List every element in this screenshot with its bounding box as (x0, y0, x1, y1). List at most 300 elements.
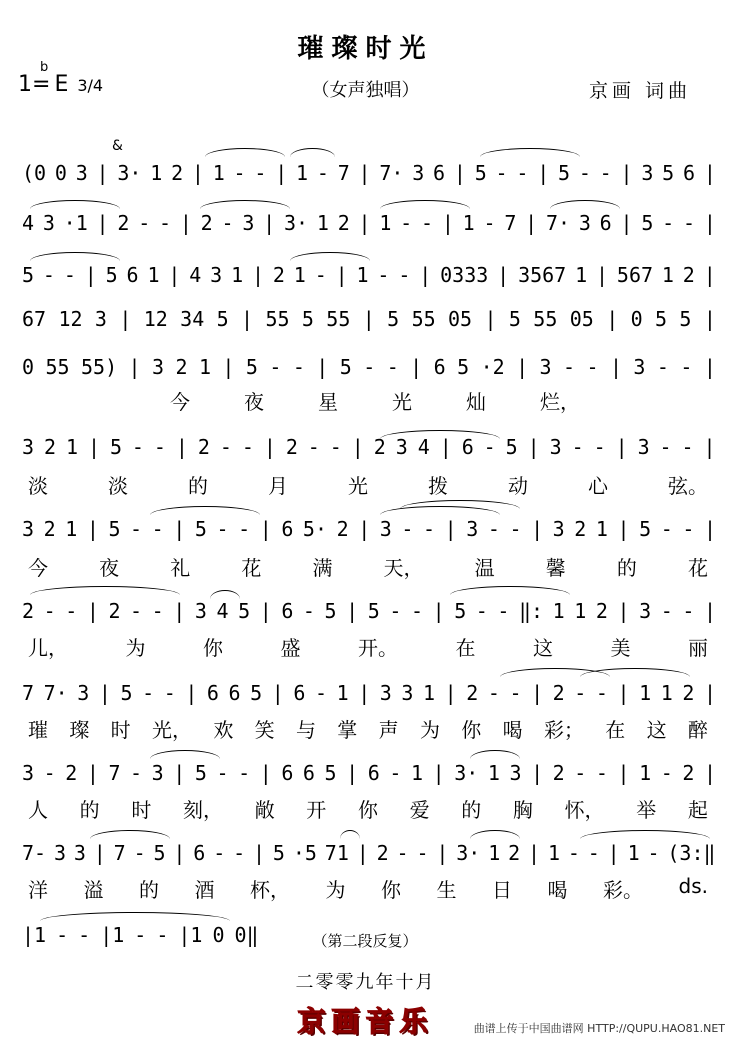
barline: | (703, 517, 716, 541)
note: - (401, 517, 414, 541)
lyric-word: 礼 (170, 556, 191, 580)
note: 1 (639, 681, 652, 705)
note: - (578, 161, 591, 185)
note: 2 (197, 435, 210, 459)
barline: | (432, 761, 445, 785)
lyric-word: 天， (383, 556, 424, 580)
lyric-word: 的 (79, 798, 100, 822)
slur-arc (380, 430, 500, 439)
barline: | (528, 841, 541, 865)
lyric-word: 盛 (280, 636, 301, 660)
lyric-line (28, 632, 708, 661)
lyric-word: 温 (474, 556, 495, 580)
note: 5 (474, 161, 487, 185)
barline: | (531, 681, 544, 705)
note: 1 (595, 517, 608, 541)
barline: | (527, 435, 540, 459)
note: ·5 (292, 841, 317, 865)
barline: | (316, 355, 329, 379)
note: 6 (206, 681, 219, 705)
note: - (216, 761, 229, 785)
note: - (316, 161, 329, 185)
lyric-word: 彩； (543, 718, 584, 742)
lyric-word: 胸 (512, 798, 533, 822)
lyric-word: 今 (28, 556, 48, 580)
lyric-word: 为 (325, 878, 346, 902)
barline: | (596, 263, 609, 287)
note: 3· (283, 211, 309, 235)
note: 0 (22, 355, 35, 379)
note: 1 (356, 263, 369, 287)
barline: | (86, 761, 99, 785)
note: 5 (301, 307, 314, 331)
slur-arc (550, 200, 620, 209)
note: 2 (65, 761, 78, 785)
note: - (134, 923, 147, 947)
note: - (363, 355, 376, 379)
note: 6 (461, 435, 474, 459)
note: 71 (324, 841, 349, 865)
note: - (238, 761, 251, 785)
score-subtitle: （女声独唱） (311, 80, 420, 101)
note: - (130, 761, 143, 785)
lyric-word: 与 (295, 718, 316, 742)
lyric-word: 满 (312, 556, 333, 580)
note: - (389, 761, 402, 785)
lyric-word: 烂， (540, 390, 580, 414)
lyric-word: 你 (357, 798, 378, 822)
note: 1 (552, 599, 565, 623)
lyric-word: 喝 (502, 718, 523, 742)
note: ·2 (480, 355, 505, 379)
note: 6 (281, 761, 294, 785)
note: 2 (285, 435, 298, 459)
lyric-word: 心 (588, 474, 608, 498)
barline: | (703, 161, 716, 185)
lyric-word: 怀， (564, 798, 605, 822)
barline: | (703, 211, 716, 235)
barline: | (615, 435, 628, 459)
note: 5 (216, 307, 229, 331)
note: - (660, 517, 673, 541)
time-signature: 3/4 (77, 76, 104, 95)
note: 5 (387, 307, 400, 331)
barline: | (703, 307, 716, 331)
lyric-word: 星 (318, 390, 338, 414)
note: 2 (108, 599, 121, 623)
segno-mark: & (112, 138, 123, 154)
note: 05 (569, 307, 594, 331)
note: - (681, 435, 694, 459)
note: - (516, 161, 529, 185)
note: - (483, 435, 496, 459)
note: 3· (117, 161, 142, 185)
barline: | (251, 263, 265, 287)
barline: | (86, 599, 99, 623)
barline: | (609, 355, 622, 379)
note: 2 (508, 841, 521, 865)
note: - (151, 517, 164, 541)
barline: | (436, 841, 449, 865)
note: 567 (616, 263, 654, 287)
note: - (153, 435, 166, 459)
note: - (329, 435, 342, 459)
slur-arc (205, 148, 285, 157)
note: 1 (212, 161, 225, 185)
note: 5 (22, 263, 35, 287)
note: 2 (117, 211, 130, 235)
note: - (483, 211, 496, 235)
note: - (216, 517, 229, 541)
slur-arc (380, 200, 470, 209)
note: 5 (120, 681, 133, 705)
lyric-word: 举 (636, 798, 657, 822)
lyric-word: 馨 (545, 556, 566, 580)
barline: | (259, 517, 272, 541)
note: 6 (281, 517, 294, 541)
lyric-word: 时 (131, 798, 152, 822)
note: 1 (423, 681, 436, 705)
note: 5 (324, 761, 337, 785)
lyric-word: 的 (616, 556, 637, 580)
note: 2 (337, 211, 350, 235)
note: 2 (175, 355, 188, 379)
note: 12 (143, 307, 168, 331)
barline: | (335, 263, 348, 287)
slur-arc (150, 506, 260, 515)
barline: | (607, 841, 620, 865)
barline: | (444, 517, 457, 541)
barline: | (87, 435, 100, 459)
lyric-word: 光 (392, 390, 412, 414)
staff-line (22, 516, 716, 542)
note: 1 (661, 263, 674, 287)
note: 3 (152, 355, 165, 379)
lyric-word: 在 (455, 636, 476, 660)
barline: | (259, 599, 272, 623)
note: 3 (633, 355, 646, 379)
site-watermark: 曲谱上传于中国曲谱网 HTTP://QUPU.HAO81.NET (473, 1022, 725, 1035)
lyric-line (28, 874, 708, 903)
lyric-word: 月 (268, 474, 288, 498)
barline: | (444, 681, 457, 705)
note: 3 (578, 211, 591, 235)
note: 3 (210, 263, 223, 287)
note: 7 (22, 681, 35, 705)
note: - (487, 681, 500, 705)
note: 2 (272, 263, 285, 287)
slur-arc (200, 200, 290, 209)
note: 6 (228, 681, 241, 705)
staff-line (22, 210, 716, 236)
barline: | (263, 211, 276, 235)
barline: | (358, 681, 371, 705)
barline: | (358, 211, 371, 235)
note: - (302, 599, 315, 623)
lyric-word: 开。 (358, 636, 398, 660)
slur-arc (30, 252, 120, 261)
lyric-word: 的 (139, 878, 159, 902)
note: 6 (302, 761, 315, 785)
note: - (398, 263, 411, 287)
lyric-word: 今 (170, 390, 190, 414)
note: 5 (558, 161, 571, 185)
note: 1 (316, 211, 329, 235)
note: - (586, 355, 599, 379)
note: - (574, 761, 587, 785)
note: 55 (326, 307, 351, 331)
note: 0 (212, 923, 225, 947)
note: - (213, 841, 226, 865)
slur-arc (580, 668, 690, 677)
note: - (396, 841, 409, 865)
note: - (599, 161, 612, 185)
note: 6 (682, 161, 696, 185)
note: 6 (193, 841, 206, 865)
note: ·1 (63, 211, 88, 235)
note: - (656, 355, 669, 379)
note: 3 (552, 517, 565, 541)
note: 5 (505, 435, 518, 459)
note: 3 (75, 161, 88, 185)
note: 55 (265, 307, 290, 331)
note: - (595, 761, 608, 785)
lyric-word: 璨 (69, 718, 90, 742)
note: - (416, 841, 429, 865)
note: - (487, 517, 500, 541)
lyric-word: 儿， (28, 636, 68, 660)
barline: | (620, 161, 633, 185)
barline: | (441, 211, 454, 235)
barline: | (497, 263, 510, 287)
lyric-word: 刻， (182, 798, 223, 822)
note: 2 (171, 161, 184, 185)
note: 2 (682, 681, 695, 705)
note: - (254, 161, 267, 185)
barline: | (253, 841, 266, 865)
note: - (78, 923, 91, 947)
footer-date: 二零零九年十月 (295, 972, 436, 993)
slur-arc (480, 148, 580, 157)
barline: | (263, 435, 276, 459)
note: 5 (109, 435, 122, 459)
note: - (386, 355, 399, 379)
note: 5 (105, 263, 118, 287)
lyric-word: 拨 (428, 474, 448, 498)
note: 5 (250, 681, 263, 705)
staff-line (22, 262, 716, 288)
note: 0 (630, 307, 643, 331)
note: 2 (574, 517, 587, 541)
note: 1 (574, 599, 587, 623)
note: - (593, 435, 606, 459)
note: - (377, 263, 390, 287)
barline: 0‖ (234, 923, 259, 947)
note: 5 (679, 307, 692, 331)
barline: | (617, 599, 630, 623)
note: 2 (682, 761, 695, 785)
barline: | (356, 841, 369, 865)
note: 3 (509, 761, 522, 785)
note: 2 (336, 517, 349, 541)
slur-arc (30, 586, 180, 595)
barline: | (617, 681, 630, 705)
note: - (307, 435, 320, 459)
note: 5 (238, 599, 251, 623)
lyric-word: 酒 (194, 878, 215, 902)
note: 1 (627, 841, 640, 865)
lyric-word: 开 (306, 798, 327, 822)
note: 3 (73, 841, 86, 865)
note: - (574, 681, 587, 705)
note: 3 (401, 681, 414, 705)
note: 5 (639, 517, 652, 541)
note: 5 (194, 761, 207, 785)
note: 1 (487, 761, 500, 785)
note: 6 (433, 161, 446, 185)
note: - (151, 599, 164, 623)
note: 5 (194, 517, 207, 541)
lyric-word: 喝 (547, 878, 568, 902)
note: 7 (337, 161, 350, 185)
barline: | (346, 761, 359, 785)
note: - (42, 263, 55, 287)
note: - (647, 841, 660, 865)
note: 55 (411, 307, 436, 331)
note: - (410, 599, 424, 623)
slur-arc (40, 912, 230, 921)
note: 1 (147, 263, 160, 287)
lyric-word: 溢 (83, 878, 104, 902)
lyric-word: 这 (533, 636, 553, 660)
note: 6 (293, 681, 306, 705)
lyric-line (28, 552, 708, 581)
brand-logo: 京画音乐 (297, 1005, 434, 1038)
note: 2 (376, 841, 389, 865)
note: - (571, 435, 584, 459)
staff-line (22, 598, 716, 624)
note: - (138, 211, 151, 235)
barline: |1 (100, 923, 125, 947)
note: - (269, 355, 282, 379)
note: - (43, 761, 56, 785)
barline: | (606, 307, 619, 331)
note: 5 (153, 841, 166, 865)
note: - (567, 841, 580, 865)
barline: | (179, 211, 192, 235)
note: 4 (22, 211, 35, 235)
lyric-word: 夜 (99, 556, 120, 580)
note: 2 (43, 435, 57, 459)
lyric-word: 掌 (337, 718, 358, 742)
note: 2 (373, 435, 386, 459)
note: - (680, 355, 693, 379)
barline: | (271, 681, 284, 705)
barline: | (358, 517, 371, 541)
note: 3 (242, 211, 255, 235)
barline: | (98, 681, 111, 705)
lyric-word: 的 (461, 798, 482, 822)
slur-arc (470, 830, 520, 839)
author-credit: 京画 词曲 (588, 80, 691, 102)
lyric-word: 醉 (687, 718, 708, 742)
note: 3 (77, 681, 90, 705)
lyric-word: 淡 (108, 474, 128, 498)
barline: | (222, 355, 235, 379)
lyric-word: 你 (381, 878, 401, 902)
barline: | (173, 599, 186, 623)
lyric-word: 你 (461, 718, 482, 742)
barline: | (703, 761, 716, 785)
note: 3 (466, 517, 479, 541)
barline: | (703, 435, 716, 459)
note: - (660, 761, 673, 785)
note: - (43, 599, 56, 623)
note: 2 (466, 681, 479, 705)
note: 1 (639, 761, 652, 785)
note: - (682, 599, 695, 623)
note: 3 (412, 161, 425, 185)
note: 0 (54, 161, 67, 185)
note: 7 (108, 761, 121, 785)
lyric-word: 璀 (28, 718, 48, 742)
note: - (595, 681, 608, 705)
slur-arc (290, 252, 370, 261)
lyric-word: 光 (348, 474, 368, 498)
barline: | (432, 599, 445, 623)
note: 3· (454, 761, 479, 785)
note: 3 (395, 435, 408, 459)
note: - (660, 599, 673, 623)
barline: ‖: (519, 599, 544, 623)
note: 5 (454, 599, 467, 623)
lyric-line (28, 794, 708, 823)
lyric-word: 人 (28, 798, 48, 822)
lyric-word: 欢 (213, 718, 234, 742)
note: - (587, 841, 600, 865)
note: - (421, 211, 434, 235)
barline: | (175, 435, 188, 459)
note: - (314, 681, 328, 705)
note: 0333 (440, 263, 489, 287)
lyric-word: 为 (125, 636, 146, 660)
note: - (314, 263, 327, 287)
lyric-word: 时 (110, 718, 131, 742)
note: - (241, 435, 254, 459)
slur-arc (580, 830, 710, 839)
note: 7 (504, 211, 517, 235)
note: - (131, 435, 144, 459)
barline: | (128, 355, 141, 379)
note: 4 (189, 263, 202, 287)
note: 12 (58, 307, 83, 331)
note: 1 (231, 263, 244, 287)
note: - (63, 263, 76, 287)
note: 1 (65, 435, 79, 459)
lyric-line (28, 470, 708, 499)
note: 3 (22, 517, 35, 541)
note: - (389, 599, 402, 623)
note: 5 (641, 211, 654, 235)
barline: | (439, 435, 452, 459)
lyric-word: 夜 (244, 390, 264, 414)
lyric-word: 声 (378, 718, 399, 742)
note: 5 (508, 307, 521, 331)
barline: | (620, 211, 633, 235)
note: 55) (80, 355, 118, 379)
score-title: 璀璨时光 (297, 34, 434, 64)
lyric-word: 杯， (250, 878, 290, 902)
